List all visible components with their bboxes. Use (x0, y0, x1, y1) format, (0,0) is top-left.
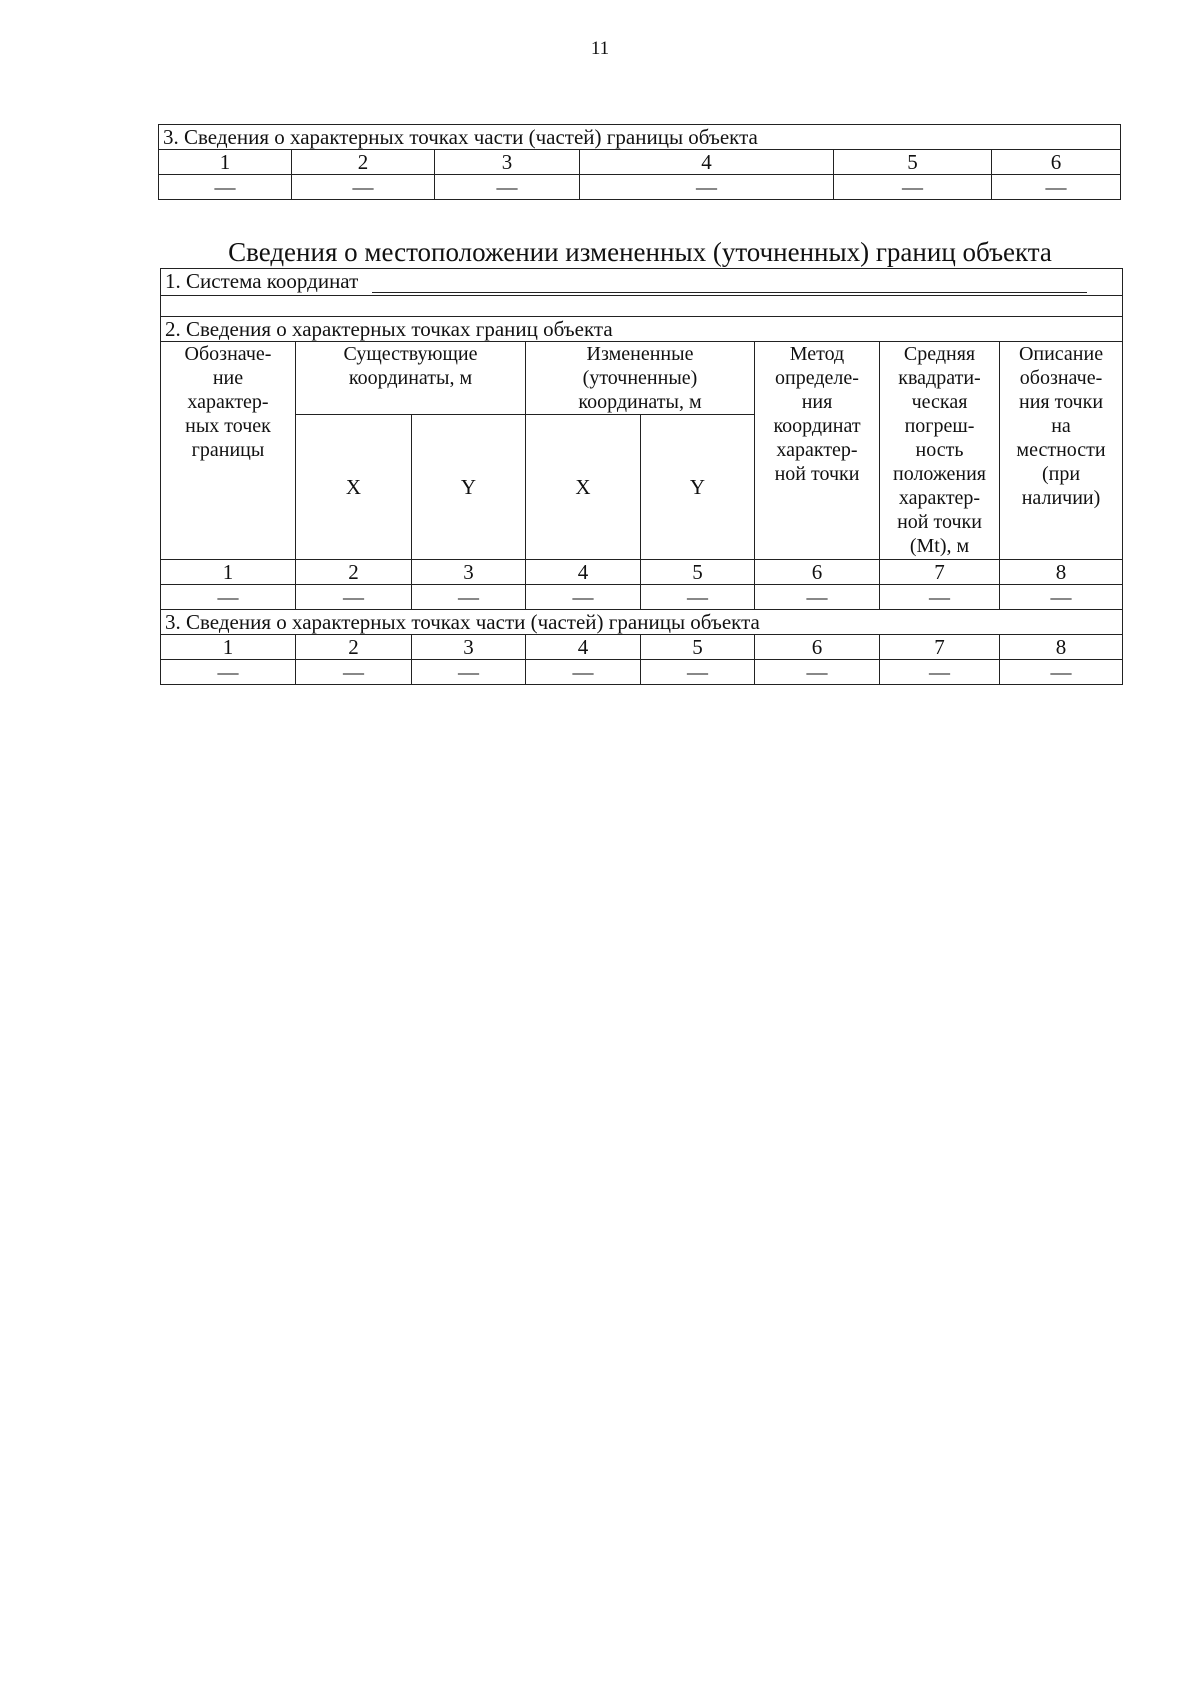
section3-title: 3. Сведения о характерных точках части (частей) границы объекта (161, 610, 1123, 635)
column-number: 5 (641, 635, 755, 660)
table-cell: — (412, 660, 526, 685)
column-number: 7 (880, 560, 1000, 585)
section-title: 3. Сведения о характерных точках части (частей) границы объекта (159, 125, 1121, 150)
coordinate-system-label: 1. Система координат (165, 269, 359, 293)
column-number: 3 (412, 560, 526, 585)
header-mean-error: Средняя квадрати- ческая погреш- ность положения характер- ной точки (Mt), м (880, 342, 1000, 560)
column-number: 1 (161, 560, 296, 585)
column-numbers-row (161, 635, 1123, 660)
table-cell: — (296, 660, 412, 685)
section-heading: Сведения о местоположении измененных (уточненных) границ объекта (228, 237, 1052, 267)
table-cell: — (1000, 660, 1123, 685)
coordinate-system-row (161, 269, 1123, 296)
column-number: 1 (159, 150, 292, 175)
table-cell: — (296, 585, 412, 610)
column-number: 2 (296, 560, 412, 585)
column-number: 8 (1000, 635, 1123, 660)
table-row (159, 175, 1121, 200)
column-number: 6 (992, 150, 1121, 175)
table-row (161, 585, 1123, 610)
table-cell: — (161, 585, 296, 610)
column-number: 1 (161, 635, 296, 660)
table-cell: — (992, 175, 1121, 200)
column-number: 8 (1000, 560, 1123, 585)
table-cell: — (435, 175, 580, 200)
header-existing-coordinates: Существующие координаты, м (296, 342, 526, 415)
header-x-existing: X (296, 415, 412, 560)
table-cell: — (526, 660, 641, 685)
column-number: 2 (292, 150, 435, 175)
column-number: 5 (641, 560, 755, 585)
header-method: Метод определе- ния координат характер- ной точки (755, 342, 880, 560)
section2-title: 2. Сведения о характерных точках границ объекта (161, 317, 1123, 342)
column-number: 3 (435, 150, 580, 175)
blank-row (161, 296, 1123, 317)
part-points-table (158, 124, 1121, 200)
table-cell: — (1000, 585, 1123, 610)
header-changed-coordinates: Измененные (уточненные) координаты, м (526, 342, 755, 415)
boundary-points-table (160, 268, 1123, 685)
table-cell: — (834, 175, 992, 200)
column-number: 2 (296, 635, 412, 660)
table-cell: — (880, 585, 1000, 610)
column-number: 5 (834, 150, 992, 175)
header-description: Описание обозначе- ния точки на местности (при наличии) (1000, 342, 1123, 560)
table-cell: — (755, 585, 880, 610)
column-number: 6 (755, 635, 880, 660)
table-cell: — (580, 175, 834, 200)
page-number: 11 (590, 38, 610, 59)
column-number: 6 (755, 560, 880, 585)
header-point-designation: Обозначе- ние характер- ных точек границы (161, 342, 296, 560)
column-numbers-row (161, 560, 1123, 585)
table-cell: — (641, 660, 755, 685)
table-cell: — (161, 660, 296, 685)
table-cell: — (412, 585, 526, 610)
table-row (161, 660, 1123, 685)
header-y-existing: Y (412, 415, 526, 560)
table-cell: — (880, 660, 1000, 685)
table-cell: — (526, 585, 641, 610)
header-x-changed: X (526, 415, 641, 560)
column-number: 3 (412, 635, 526, 660)
column-number: 4 (526, 635, 641, 660)
column-number: 4 (526, 560, 641, 585)
table-cell: — (292, 175, 435, 200)
table-cell: — (159, 175, 292, 200)
table-cell: — (755, 660, 880, 685)
coordinate-system-field (372, 274, 1087, 293)
header-y-changed: Y (641, 415, 755, 560)
column-numbers-row (159, 150, 1121, 175)
table-cell: — (641, 585, 755, 610)
column-number: 7 (880, 635, 1000, 660)
column-number: 4 (580, 150, 834, 175)
